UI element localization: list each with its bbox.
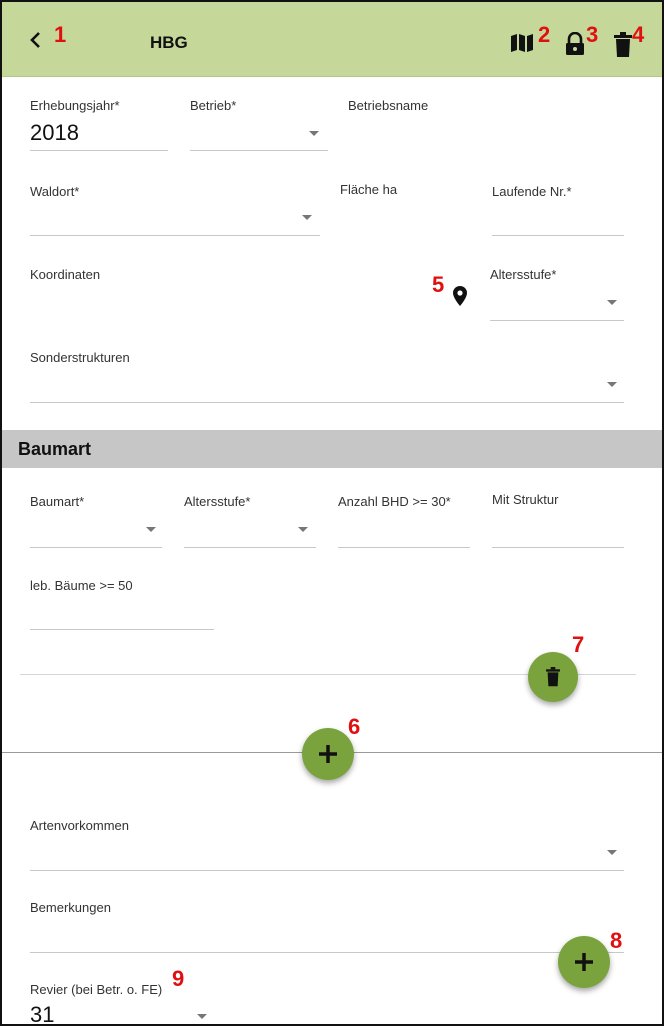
- waldort-label: Waldort*: [30, 184, 80, 199]
- app-bar: [2, 2, 662, 77]
- annotation-8: 8: [610, 928, 623, 953]
- laufende-nr-input[interactable]: [492, 235, 624, 236]
- map-pin-icon[interactable]: [453, 286, 467, 306]
- altersstufe-label: Altersstufe*: [490, 267, 557, 282]
- mit-struktur-label: Mit Struktur: [492, 492, 559, 507]
- bemerkungen-input[interactable]: [30, 952, 624, 953]
- annotation-6: 6: [348, 714, 361, 739]
- annotation-2: 2: [538, 22, 551, 47]
- revier-dropdown-icon[interactable]: [197, 1014, 207, 1019]
- koordinaten-label: Koordinaten: [30, 267, 101, 282]
- erhebungsjahr-value[interactable]: 2018: [30, 120, 79, 145]
- artenvorkommen-dropdown-icon[interactable]: [607, 850, 617, 855]
- erhebungsjahr-input[interactable]: [30, 150, 168, 151]
- betrieb-dropdown-icon[interactable]: [309, 131, 319, 136]
- flaeche-label: Fläche ha: [340, 182, 398, 197]
- erhebungsjahr-label: Erhebungsjahr*: [30, 98, 120, 113]
- bemerkungen-label: Bemerkungen: [30, 900, 111, 915]
- mit-struktur-input[interactable]: [492, 547, 624, 548]
- plus-icon: [316, 742, 340, 766]
- betrieb-select[interactable]: [190, 150, 328, 151]
- artenvorkommen-label: Artenvorkommen: [30, 818, 129, 833]
- annotation-3: 3: [586, 22, 599, 47]
- plus-icon: [572, 950, 596, 974]
- baumart-dropdown-icon[interactable]: [146, 527, 156, 532]
- baumart-select[interactable]: [30, 547, 162, 548]
- leb-baeume-label: leb. Bäume >= 50: [30, 578, 133, 593]
- baumart-section-title: Baumart: [18, 439, 92, 459]
- baumart-altersstufe-select[interactable]: [184, 547, 316, 548]
- sonderstrukturen-dropdown-icon[interactable]: [607, 382, 617, 387]
- laufende-nr-label: Laufende Nr.*: [492, 184, 572, 199]
- map-icon[interactable]: [510, 33, 534, 53]
- waldort-select[interactable]: [30, 235, 320, 236]
- betriebsname-label: Betriebsname: [348, 98, 429, 113]
- page-title: HBG: [150, 33, 188, 52]
- revier-value[interactable]: 31: [30, 1002, 55, 1026]
- lock-icon[interactable]: [564, 32, 586, 56]
- sonderstrukturen-label: Sonderstrukturen: [30, 350, 130, 365]
- add-baumart-button[interactable]: [302, 728, 354, 780]
- annotation-1: 1: [54, 22, 67, 47]
- leb-baeume-input[interactable]: [30, 629, 214, 630]
- baumart-label: Baumart*: [30, 494, 85, 509]
- annotation-9: 9: [172, 966, 185, 991]
- chevron-left-icon[interactable]: [24, 28, 48, 52]
- annotation-7: 7: [572, 632, 585, 657]
- baumart-section-header: [2, 430, 662, 468]
- add-entry-button[interactable]: [558, 936, 610, 988]
- delete-baumart-button[interactable]: [528, 652, 578, 702]
- trash-icon: [545, 667, 561, 687]
- baumart-altersstufe-label: Altersstufe*: [184, 494, 251, 509]
- anzahl-bhd-label: Anzahl BHD >= 30*: [338, 494, 451, 509]
- artenvorkommen-select[interactable]: [30, 870, 624, 871]
- anzahl-bhd-input[interactable]: [338, 547, 470, 548]
- annotation-4: 4: [632, 22, 645, 47]
- trash-icon[interactable]: [613, 32, 633, 58]
- altersstufe-dropdown-icon[interactable]: [607, 300, 617, 305]
- sonderstrukturen-select[interactable]: [30, 402, 624, 403]
- betrieb-label: Betrieb*: [190, 98, 237, 113]
- annotation-5: 5: [432, 272, 445, 297]
- baumart-altersstufe-dropdown-icon[interactable]: [298, 527, 308, 532]
- altersstufe-select[interactable]: [490, 320, 624, 321]
- revier-label: Revier (bei Betr. o. FE): [30, 982, 163, 997]
- waldort-dropdown-icon[interactable]: [302, 215, 312, 220]
